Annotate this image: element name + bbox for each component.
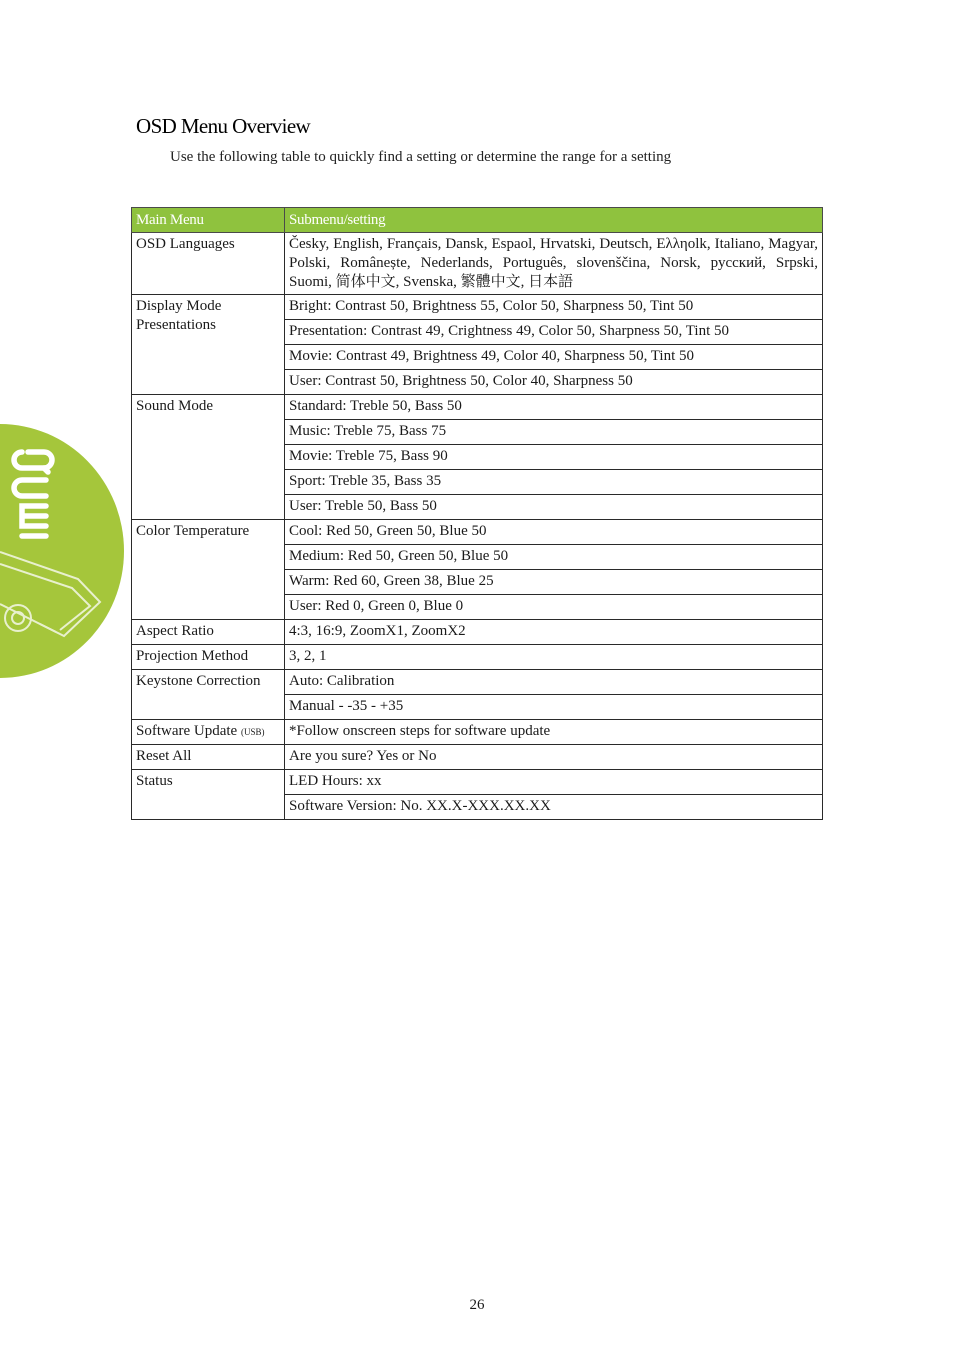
page-title: OSD Menu Overview bbox=[136, 114, 311, 138]
row-sub-color-cool: Cool: Red 50, Green 50, Blue 50 bbox=[285, 520, 823, 545]
table-row bbox=[132, 770, 823, 795]
row-sub-color-user: User: Red 0, Green 0, Blue 0 bbox=[285, 595, 823, 620]
table-row bbox=[132, 233, 823, 295]
row-sub-color-medium: Medium: Red 50, Green 50, Blue 50 bbox=[285, 545, 823, 570]
table-row bbox=[132, 520, 823, 545]
software-update-label: Software Update bbox=[136, 723, 238, 739]
table-row bbox=[132, 620, 823, 645]
table-row bbox=[132, 720, 823, 745]
osd-menu-table bbox=[131, 207, 823, 820]
row-main-projection-method: Projection Method bbox=[132, 645, 285, 670]
row-sub-keystone-manual: Manual - -35 - +35 bbox=[285, 695, 823, 720]
row-sub-sound-standard: Standard: Treble 50, Bass 50 bbox=[285, 395, 823, 420]
table-row bbox=[132, 295, 823, 320]
header-submenu: Submenu/setting bbox=[285, 208, 823, 233]
row-sub-sound-user: User: Treble 50, Bass 50 bbox=[285, 495, 823, 520]
row-sub-keystone-auto: Auto: Calibration bbox=[285, 670, 823, 695]
row-main-aspect-ratio: Aspect Ratio bbox=[132, 620, 285, 645]
row-sub-aspect-ratio: 4:3, 16:9, ZoomX1, ZoomX2 bbox=[285, 620, 823, 645]
row-main-reset-all: Reset All bbox=[132, 745, 285, 770]
table-header-row bbox=[132, 208, 823, 233]
page-number: 26 bbox=[469, 1297, 485, 1313]
row-sub-display-user: User: Contrast 50, Brightness 50, Color 40, Sharpness 50 bbox=[285, 370, 823, 395]
row-main-sound-mode: Sound Mode bbox=[132, 395, 285, 520]
row-sub-software-update: *Follow onscreen steps for software update bbox=[285, 720, 823, 745]
table-row bbox=[132, 395, 823, 420]
row-sub-sound-movie: Movie: Treble 75, Bass 90 bbox=[285, 445, 823, 470]
row-main-keystone: Keystone Correction bbox=[132, 670, 285, 720]
row-sub-sound-music: Music: Treble 75, Bass 75 bbox=[285, 420, 823, 445]
table-row bbox=[132, 670, 823, 695]
row-sub-display-movie: Movie: Contrast 49, Brightness 49, Color 40, Sharpness 50, Tint 50 bbox=[285, 345, 823, 370]
row-main-osd-languages: OSD Languages bbox=[132, 233, 285, 295]
qumi-brand-graphic bbox=[0, 424, 124, 678]
row-sub-status-led: LED Hours: xx bbox=[285, 770, 823, 795]
row-sub-display-bright: Bright: Contrast 50, Brightness 55, Color 50, Sharpness 50, Tint 50 bbox=[285, 295, 823, 320]
row-sub-color-warm: Warm: Red 60, Green 38, Blue 25 bbox=[285, 570, 823, 595]
row-sub-projection-method: 3, 2, 1 bbox=[285, 645, 823, 670]
row-main-color-temperature: Color Temperature bbox=[132, 520, 285, 620]
row-sub-osd-languages: Česky, English, Français, Dansk, Espaol, Hrvatski, Deutsch, Eλληolk, Italiano, Magyar, Polski, Românește, Nederlands, Português, slovenščina, Norsk, русский, Srpski, Suomi, 简体中文, Svenska, 繁體中文, 日本語 bbox=[285, 233, 823, 295]
header-main-menu: Main Menu bbox=[132, 208, 285, 233]
row-sub-reset-all: Are you sure? Yes or No bbox=[285, 745, 823, 770]
row-sub-display-presentation: Presentation: Contrast 49, Crightness 49, Color 50, Sharpness 50, Tint 50 bbox=[285, 320, 823, 345]
row-main-display-mode: Display Mode Presentations bbox=[132, 295, 285, 395]
table-row bbox=[132, 645, 823, 670]
row-main-status: Status bbox=[132, 770, 285, 820]
row-main-software-update bbox=[132, 720, 285, 745]
row-sub-status-version: Software Version: No. XX.X-XXX.XX.XX bbox=[285, 795, 823, 820]
intro-text: Use the following table to quickly find a setting or determine the range for a setting bbox=[170, 149, 672, 165]
row-sub-sound-sport: Sport: Treble 35, Bass 35 bbox=[285, 470, 823, 495]
usb-note: (USB) bbox=[240, 727, 265, 737]
table-row bbox=[132, 745, 823, 770]
